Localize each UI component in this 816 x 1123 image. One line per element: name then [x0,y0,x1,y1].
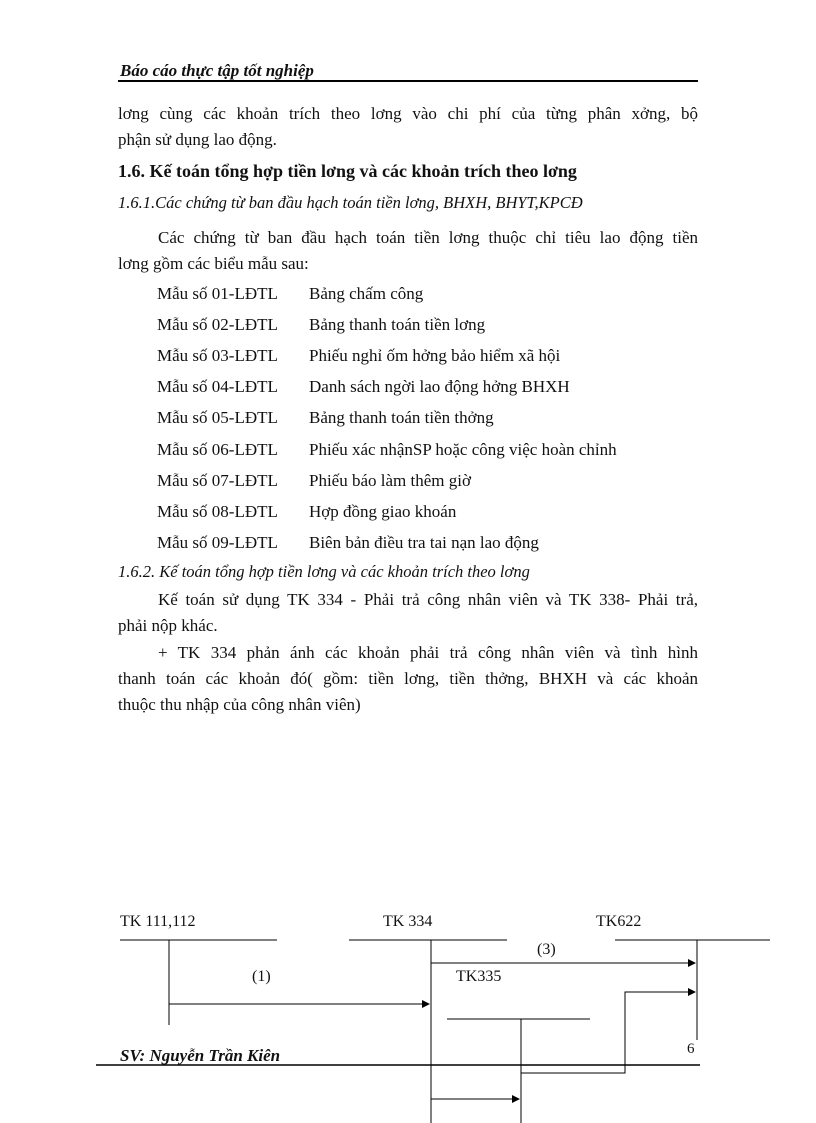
flow-label-3: (3) [537,941,556,958]
form-name: Phiếu nghỉ ốm hởng bảo hiểm xã hội [309,346,561,365]
sub1-line-1: Các chứng từ ban đầu hạch toán tiền lơng thuộc chỉ tiêu lao động tiền [158,228,698,247]
intro-line-1: lơng cùng các khoản trích theo lơng vào chi phí của từng phân xởng, bộ [118,104,698,123]
account-label-111: TK 111,112 [120,913,196,930]
sub2-p1-line-2: phải nộp khác. [118,616,218,635]
form-name: Phiếu xác nhậnSP hoặc công việc hoàn chỉnh [309,440,617,459]
page-header-title: Báo cáo thực tập tốt nghiệp [120,61,314,80]
form-name: Phiếu báo làm thêm giờ [309,471,471,490]
account-label-334: TK 334 [383,913,433,930]
page-number: 6 [687,1041,695,1057]
form-code: Mẫu số 05-LĐTL [157,408,278,427]
sub2-p2-line-2: thanh toán các khoản đó( gồm: tiền lơng, tiền thởng, BHXH và các khoản [118,669,698,688]
sub1-line-2: lơng gồm các biểu mẫu sau: [118,254,309,273]
form-name: Hợp đồng giao khoán [309,502,457,521]
form-code: Mẫu số 02-LĐTL [157,315,278,334]
subsection-2-title: 1.6.2. Kế toán tổng hợp tiền lơng và các khoản trích theo lơng [118,562,530,581]
account-label-622: TK622 [596,913,642,930]
footer-student-name: SV: Nguyễn Trần Kiên [120,1046,281,1065]
sub2-p2-line-1: + TK 334 phản ánh các khoản phải trả công nhân viên và tình hình [158,643,698,662]
form-code: Mẫu số 04-LĐTL [157,377,278,396]
form-name: Danh sách ngời lao động hởng BHXH [309,377,570,396]
sub2-p1-line-1: Kế toán sử dụng TK 334 - Phải trả công nhân viên và TK 338- Phải trả, [158,590,698,609]
subsection-1-title: 1.6.1.Các chứng từ ban đầu hạch toán tiền lơng, BHXH, BHYT,KPCĐ [118,193,583,212]
form-code: Mẫu số 06-LĐTL [157,440,278,459]
form-name: Bảng chấm công [309,284,424,303]
form-code: Mẫu số 08-LĐTL [157,502,278,521]
form-name: Bảng thanh toán tiền lơng [309,315,486,334]
account-label-335: TK335 [456,968,502,985]
flow-label-1: (1) [252,968,271,985]
form-code: Mẫu số 03-LĐTL [157,346,278,365]
intro-line-2: phận sử dụng lao động. [118,130,277,149]
section-title: 1.6. Kế toán tổng hợp tiền lơng và các khoản trích theo lơng [118,161,577,181]
form-name: Biên bản điều tra tai nạn lao động [309,533,539,552]
form-name: Bảng thanh toán tiền thởng [309,408,494,427]
form-code: Mẫu số 07-LĐTL [157,471,278,490]
form-code: Mẫu số 01-LĐTL [157,284,278,303]
form-code: Mẫu số 09-LĐTL [157,533,278,552]
sub2-p2-line-3: thuộc thu nhập của công nhân viên) [118,695,361,714]
